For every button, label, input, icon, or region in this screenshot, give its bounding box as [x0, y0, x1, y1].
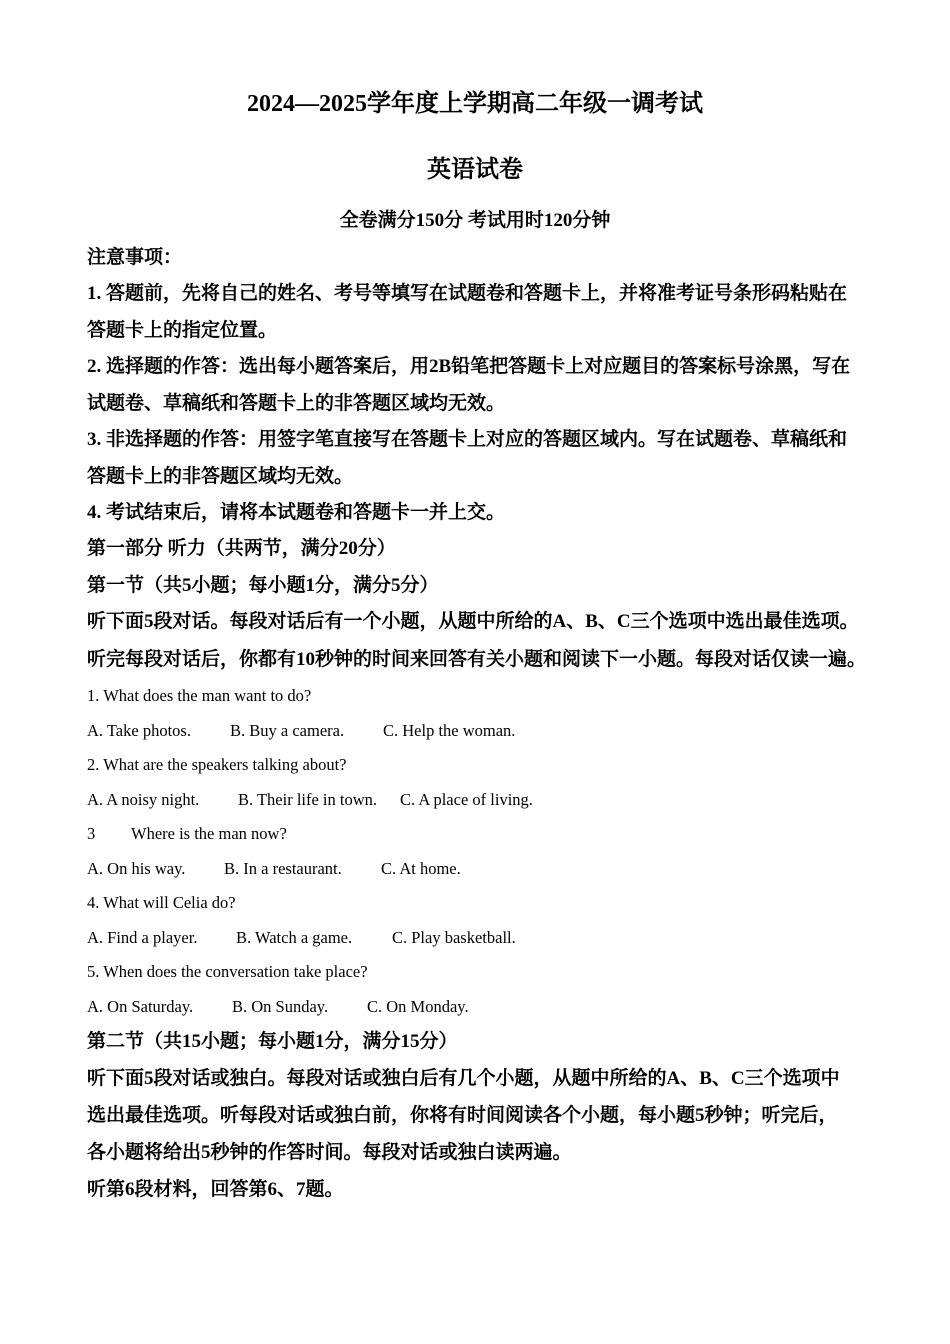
question-stem: 1. What does the man want to do?: [87, 686, 312, 705]
notice-line: 答题卡上的指定位置。: [87, 320, 278, 341]
option-c: C. A place of living.: [400, 790, 533, 809]
section2-instruction: 选出最佳选项。听每段对话或独白前，你将有时间阅读各个小题，每小题5秒钟；听完后，: [87, 1105, 838, 1126]
option-b: B. On Sunday.: [232, 997, 329, 1016]
option-a: A. Find a player.: [87, 928, 198, 947]
option-a: A. A noisy night.: [87, 790, 200, 809]
exam-title: 2024—2025学年度上学期高二年级一调考试: [247, 91, 703, 117]
option-a: A. Take photos.: [87, 721, 191, 740]
question-stem: 4. What will Celia do?: [87, 893, 236, 912]
option-a: A. On his way.: [87, 859, 186, 878]
section2-heading: 第二节（共15小题；每小题1分，满分15分）: [87, 1031, 458, 1052]
section1-instruction: 听完每段对话后，你都有10秒钟的时间来回答有关小题和阅读下一小题。每段对话仅读一遍。: [87, 649, 867, 670]
question-stem: 5. When does the conversation take place?: [87, 962, 368, 981]
notice-line: 答题卡上的非答题区域均无效。: [87, 466, 354, 487]
notice-line: 试题卷、草稿纸和答题卡上的非答题区域均无效。: [87, 393, 506, 414]
notice-line: 3. 非选择题的作答：用签字笔直接写在答题卡上对应的答题区域内。写在试题卷、草稿纸和: [87, 429, 848, 450]
option-b: B. Buy a camera.: [230, 721, 345, 740]
part1-heading: 第一部分 听力（共两节，满分20分）: [87, 538, 396, 559]
section2-instruction: 各小题将给出5秒钟的作答时间。每段对话或独白读两遍。: [87, 1142, 572, 1163]
option-b: B. Watch a game.: [236, 928, 353, 947]
option-a: A. On Saturday.: [87, 997, 194, 1016]
option-c: C. Help the woman.: [383, 721, 516, 740]
option-b: B. Their life in town.: [238, 790, 378, 809]
option-c: C. At home.: [381, 859, 461, 878]
subject-title: 英语试卷: [427, 157, 523, 183]
question-stem: 2. What are the speakers talking about?: [87, 755, 347, 774]
section2-instruction: 听下面5段对话或独白。每段对话或独白后有几个小题，从题中所给的A、B、C三个选项中: [87, 1068, 840, 1089]
notice-line: 4. 考试结束后，请将本试题卷和答题卡一并上交。: [87, 502, 506, 523]
question-text: Where is the man now?: [131, 824, 287, 843]
question-number: 3: [87, 824, 96, 843]
option-b: B. In a restaurant.: [224, 859, 342, 878]
section1-heading: 第一节（共5小题；每小题1分，满分5分）: [87, 575, 439, 596]
notice-heading: 注意事项：: [87, 247, 183, 268]
score-time-line: 全卷满分150分 考试用时120分钟: [339, 210, 611, 231]
notice-line: 1. 答题前，先将自己的姓名、考号等填写在试题卷和答题卡上，并将准考证号条形码粘贴在: [87, 283, 848, 304]
option-c: C. Play basketball.: [392, 928, 516, 947]
option-c: C. On Monday.: [367, 997, 469, 1016]
material-note: 听第6段材料，回答第6、7题。: [87, 1179, 344, 1200]
notice-line: 2. 选择题的作答：选出每小题答案后，用2B铅笔把答题卡上对应题目的答案标号涂黑，写在: [87, 356, 851, 377]
section1-instruction: 听下面5段对话。每段对话后有一个小题，从题中所给的A、B、C三个选项中选出最佳选项。: [87, 611, 859, 632]
